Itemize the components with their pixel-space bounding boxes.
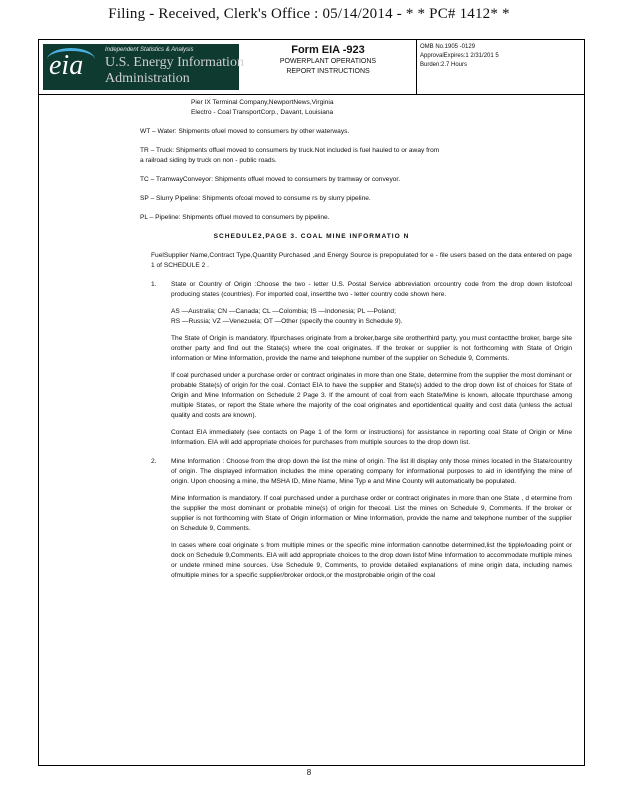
logo-tagline: Independent Statistics & Analysis [105, 47, 194, 53]
schedule-heading: SCHEDULE2,PAGE 3. COAL MINE INFORMATIO N [213, 233, 410, 240]
mode-water: WT – Water: Shipments ofuel moved to consumers by other waterways. [140, 128, 350, 135]
filing-stamp: Filing - Received, Clerk's Office : 05/14/2014 - * * PC# 1412* * [108, 6, 510, 22]
instructions-body [39, 98, 584, 581]
logo-line-2: Administration [105, 71, 190, 86]
logo-line-1: U.S. Energy Information [105, 55, 244, 70]
burden: Burden:2.7 Hours [420, 62, 468, 68]
item-1-text: State or Country of Origin :Choose the two - letter U.S. Postal Service abbreviation orcountry code from the drop down listofcoal producing states (countries). For imported coal, insertthe two - letter country code shown here. [171, 281, 572, 298]
intro-paragraph: FuelSupplier Name,Contract Type,Quantity Purchased ,and Energy Source is prepopulated for e - file users based on the data entered on page 1 of SCHEDULE 2 . [151, 252, 572, 269]
mode-slurry: SP – Slurry Pipeline: Shipments ofcoal moved to consume rs by slurry pipeline. [140, 195, 371, 202]
item-1-para: Contact EIA immediately (see contacts on Page 1 of the form or instructions) for assistance in reporting coal State of Origin or Mine Information. EIA will add appropriate choices for purchases from multiple sources to the drop down list. [171, 429, 572, 446]
item-number: 2. [151, 458, 157, 465]
eia-logo [43, 44, 244, 90]
form-subtitle-2: REPORT INSTRUCTIONS [286, 68, 370, 75]
document-page [38, 39, 585, 766]
mode-truck-cont: a railroad siding by truck on non - public roads. [140, 157, 277, 164]
form-subtitle-1: POWERPLANT OPERATIONS [279, 58, 377, 65]
country-codes-row: AS —Australia; CN —Canada; CL —Colombia; IS —Indonesia; PL —Poland; [171, 308, 396, 315]
approval-expires: ApprovalExpires:1 2/31/201 5 [420, 53, 499, 59]
logo-mark: eia [49, 50, 84, 81]
omb-number: OMB No.1905 -0129 [420, 44, 476, 50]
terminal-line: Pier IX Terminal Company,NewportNews,Virginia [191, 99, 334, 106]
item-2-para: In cases where coal originate s from multiple mines or the specific mine information cannotbe determined,list the tipple/loading point or dock on Schedule 9,Comments. EIA will add appropriate choices to the drop down listof Mine Information to accommodate multiple mines or undete rmined mine sources. Use Schedule 9, Comments, to provide detailed explanations of mine origin data, including names ofmultiple mines for a specific supplier/broker ordock,or the mostprobable origin of the coal [171, 542, 572, 579]
terminal-line: Electro - Coal TransportCorp., Davant, Louisiana [191, 109, 334, 116]
country-codes-row: RS —Russia; VZ —Venezuela; OT —Other (specify the country in Schedule 9). [171, 318, 403, 325]
mode-tramway: TC – TramwayConveyor: Shipments offuel moved to consumers by tramway or conveyor. [140, 176, 401, 183]
item-number: 1. [151, 281, 157, 288]
mode-truck: TR – Truck: Shipments offuel moved to consumers by truck.Not included is fuel hauled to or away from [140, 147, 440, 154]
item-1-para: If coal purchased under a purchase order or contract originates in more than one State, determine from the supplier the most dominant or probable State(s) of origin for the coal. Contact EIA to have the supplier and State(s) added to the drop down list of choices for State of Origin and Mine Information on Schedule 2 Page 3. If the amount of coal from each State/Mine is known, allocate thpurchase among multiple States, or report the State where the majority of the coal originates and eportidentical quality and cost data (unless the actual quality and costs are known). [171, 372, 572, 419]
mode-pipeline: PL – Pipeline: Shipments offuel moved to consumers by pipeline. [140, 214, 330, 221]
omb-block [420, 43, 499, 70]
header-divider [416, 40, 417, 94]
page-number: 8 [306, 768, 312, 777]
form-title: Form EIA -923 [291, 44, 365, 56]
form-header [39, 40, 584, 95]
form-title-block [243, 43, 413, 77]
item-1-para: The State of Origin is mandatory. Ifpurchases originate from a broker,barge site orotherthird party, you must contactthe broker, barge site orother party and find out the State(s) where the coal originates. If the broker or supplier is not forthcoming with State of Origin information or Mine Information, provide the name and telephone number of the supplier on Schedule 9, Comments. [171, 335, 572, 362]
item-1 [151, 280, 572, 448]
item-2-text: Mine Information : Choose from the drop down the list the mine of origin. The list ill display only those mines located in the State/country of origin. The displayed information includes the mine operating company for informational purposes to aid in identifying the mine of origin. Upon choosing a mine, the MSHA ID, Mine Name, Mine Typ e and Mine County will automatically be populated. [171, 458, 572, 485]
item-2 [151, 457, 572, 581]
item-2-para: Mine Information is mandatory. If coal purchased under a purchase order or contract originates in more than one State , d etermine from the supplier the most dominant or probable mine(s) of origin for thecoal. List the mines on Schedule 9, Comments. If the broker or supplier is not forthcoming with State of Origin information or Mine Information, provide the name and telephone number of the supplier on Schedule 9, Comments. [171, 495, 572, 532]
